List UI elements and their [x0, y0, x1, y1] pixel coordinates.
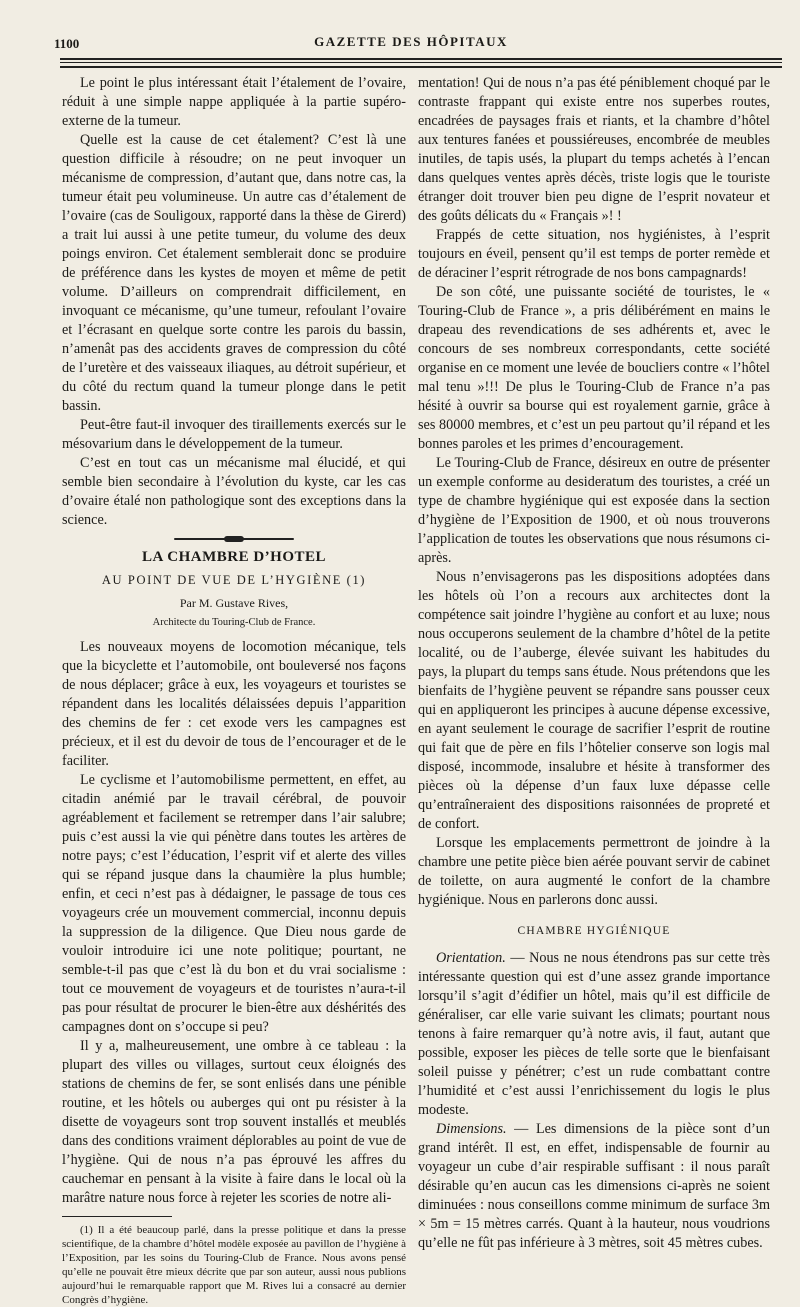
paragraph: C’est en tout cas un mécanisme mal élucidé, et qui semble bien secondaire à l’évolution du kyste, car les cas d’ovaire étalé non pathologique sont des exceptions dans la science. — [62, 455, 406, 528]
paragraph: Le point le plus intéressant était l’étalement de l’ovaire, réduit à une simple nappe appliquée à la partie supéro-externe de la tumeur. — [62, 75, 406, 129]
paragraph: Quelle est la cause de cet étalement? C’est là une question difficile à résoudre; on ne peut invoquer un mécanisme de compression, d’autant que, dans notre cas, la tumeur était peu volumineuse. Un autre cas d’étalement de l’ovaire (cas de Souligoux, rapporté dans la thèse de Girerd) a trait lui aussi à une petite tumeur, du volume des deux poings environ. Cet étalement semblerait donc se produire de préférence dans les kystes de moyen et même de petit volume. D’ailleurs on comprendrait difficilement, en invoquant ce mécanisme, qu’une tumeur, refoulant l’ovaire et l’écrasant en quelque sorte contre les parois du bassin, n’amenât pas des accidents graves de compression du côté de l’uretère et des vaisseaux iliaques, au détroit supérieur, et du côté du rectum quand la tumeur plonge dans le petit bassin. — [62, 132, 406, 414]
paragraph: Il y a, malheureusement, une ombre à ce tableau : la plupart des villes ou villages, surtout ceux éloignés des stations de chemins de fer, se sont enlisés dans une pénible routine, et les hôtels ou auberges qui ont pu résister à la disette de voyageurs sont trop souvent installés et meublés dans des conditions vraiment déplorables au point de vue de l’hygiène. Qui de nous n’a pas éprouvé les affres du cauchemar en pensant à la visite à faire dans le local où la marâtre nature nous force à rejeter les scories de notre ali- — [62, 1038, 406, 1206]
dimensions-label: Dimensions. — [436, 1121, 507, 1137]
dimensions-text: — Les dimensions de la pièce sont d’un grand intérêt. Il est, en effet, indispensable de fournir au voyageur un cube d’air respirable suffisant : il nous paraît désirable qu’en aucun cas les dimensions ci-après ne soient diminuées : nous conseillons comme minimum de surface 3m × 5m = 15 mètres carrés. Quant à la hauteur, nous voudrions qu’elle ne fût pas inférieure à 3 mètres, soit 45 mètres cubes. — [418, 1121, 770, 1251]
header-rule — [60, 58, 782, 60]
paragraph: De son côté, une puissante société de touristes, le « Touring-Club de France », a pris délibérément en mains le drapeau des revendications de ses adhérents et, avec le concours de ses nombreux correspondants, cette société organise en ce moment une levée de boucliers contre « l’hôtel mal tenu »!!! De plus le Touring-Club de France n’a pas hésité à ouvrir sa bourse qui est royalement garnie, grâce à ses 80000 membres, et c’est un peu partout qu’il répand et les bonnes paroles et les primes d’encouragement. — [418, 284, 770, 452]
paragraph: Lorsque les emplacements permettront de joindre à la chambre une petite pièce bien aérée pouvant servir de cabinet de toilette, on aura augmenté le confort de la chambre hygiénique. Nous en parlerons donc aussi. — [418, 835, 770, 908]
paragraph: Peut-être faut-il invoquer des tiraillements exercés sur le mésovarium dans le développement de la tumeur. — [62, 417, 406, 452]
byline: Par M. Gustave Rives, — [179, 596, 289, 610]
paragraph: Le Touring-Club de France, désireux en outre de présenter un exemple conforme au desideratum des touristes, a créé un type de chambre hygiénique qui est exposée dans la section d’hygiène de l’Exposition de 1900, et où nous trouverons l’application de toutes les observations que nous résumons ci-après. — [418, 455, 770, 566]
byline-role: Architecte du Touring-Club de France. — [152, 617, 316, 628]
page-header — [50, 30, 772, 54]
footnote-rule — [62, 1216, 172, 1217]
paragraph: Les nouveaux moyens de locomotion mécanique, tels que la bicyclette et l’automobile, ont bouleversé nos façons de nous déplacer; grâce à eux, les voyageurs et touristes se répandent dans les localités délaissées depuis l’apparition des chemins de fer : cet exode vers les campagnes est précieux, et il est du devoir de tous de l’encourager et de le faciliter. — [62, 639, 406, 769]
orientation-label: Orientation. — [436, 950, 506, 966]
header-rule — [60, 62, 782, 63]
footnote: (1) Il a été beaucoup parlé, dans la presse politique et dans la presse scientifique, de la chambre d’hôtel modèle exposée au pavillon de l’hygiène à l’Exposition, par les soins du Touring-Club de France. Nous avons pensé qu’elle ne pouvait être mieux décrite que par son auteur, aussi nous publions aujourd’hui le remarquable rapport que M. Rives lui a consacré au dernier Congrès d’hygiène. — [62, 1224, 406, 1306]
paragraph: Nous n’envisagerons pas les dispositions adoptées dans les hôtels où l’on a recours aux architectes dont la compétence sait joindre l’hygiène au confort et au luxe; nous nous occuperons seulement de la chambre d’hôtel de la petite localité, ou de l’auberge, élevée suivant les habitudes du pays, la plupart du temps sans étude. Nous prétendons que les bienfaits de l’hygiène peuvent se répandre sans pousser ceux qui en appliqueront les principes à aucune dépense excessive, en ayant seulement le courage de sacrifier l’esprit de routine qui fait que de père en fils l’hôtelier conserve son logis mal disposé, incommode, insalubre et hésite à transformer des pièces où la dépense d’un faux luxe dépasse celle qu’entraîneraient des dispositions raisonnées de propreté et de confort. — [418, 569, 770, 832]
article-title: LA CHAMBRE D’HOTEL — [141, 549, 327, 565]
article-subtitle: AU POINT DE VUE DE L’HYGIÈNE (1) — [101, 573, 367, 587]
right-column — [418, 74, 770, 1253]
page-number: 1100 — [54, 36, 80, 51]
orientation-text: — Nous ne nous étendrons pas sur cette très intéressante question qui est d’une assez grande importance lorsqu’il s’agit d’édifier un hôtel, mais qu’il est difficile de généraliser, car elle varie suivant les climats; pourtant nous tenons à faire remarquer qu’à notre avis, il faut, autant que possible, exposer les pièces de telle sorte que le bienfaisant soleil puisse y pénétrer; c’est un rude combattant contre l’humidité et c’est aussi l’enrichissement du logis le plus modeste. — [418, 950, 770, 1118]
paragraph: Le cyclisme et l’automobilisme permettent, en effet, au citadin anémié par le travail cérébral, de pouvoir agréablement et facilement se retremper dans l’air salubre; puis c’est aussi la vie qui pénètre dans toutes les artères de notre pays; c’est l’éducation, l’esprit vif et alerte des villes qui se répand jusque dans la chaumière la plus humble; enfin, et ceci n’est pas à dédaigner, le passage de tous ces voyageurs crée un mouvement commercial, inconnu depuis la suppression de la diligence. Que Dieu nous garde de vouloir introduire ici une note politique; pourtant, ne semble-t-il pas que c’est là du bon et du vrai socialisme : tout ce mouvement de voyageurs et de touristes n’aura-t-il pas pour résultat de procurer le bien-être aux déshérités des campagnes dont on s’occupe si peu? — [62, 772, 406, 1035]
section-heading: CHAMBRE HYGIÉNIQUE — [517, 925, 671, 937]
orientation-paragraph — [418, 949, 770, 1120]
left-column — [62, 74, 406, 1307]
dimensions-paragraph — [418, 1120, 770, 1253]
section-divider — [174, 538, 294, 540]
paragraph: Frappés de cette situation, nos hygiénistes, à l’esprit toujours en éveil, pensent qu’il est temps de porter remède et de déraciner l’esprit rétrograde de nos bons campagnards! — [418, 227, 770, 281]
paragraph: mentation! Qui de nous n’a pas été péniblement choqué par le contraste frappant qui existe entre nos superbes routes, encadrées de paysages frais et riants, et la chambre d’hôtel aux tentures fanées et poussiéreuses, encombrée de meubles inutiles, de tapis usés, la plupart du temps achetés à l’encan dans quelques ventes après décès, triste logis que le touriste étranger doit trouver bien peu digne de l’esprit novateur et des goûts délicats du « Français »! ! — [418, 75, 770, 224]
header-rule — [60, 66, 782, 68]
journal-title: GAZETTE DES HÔPITAUX — [314, 34, 508, 49]
